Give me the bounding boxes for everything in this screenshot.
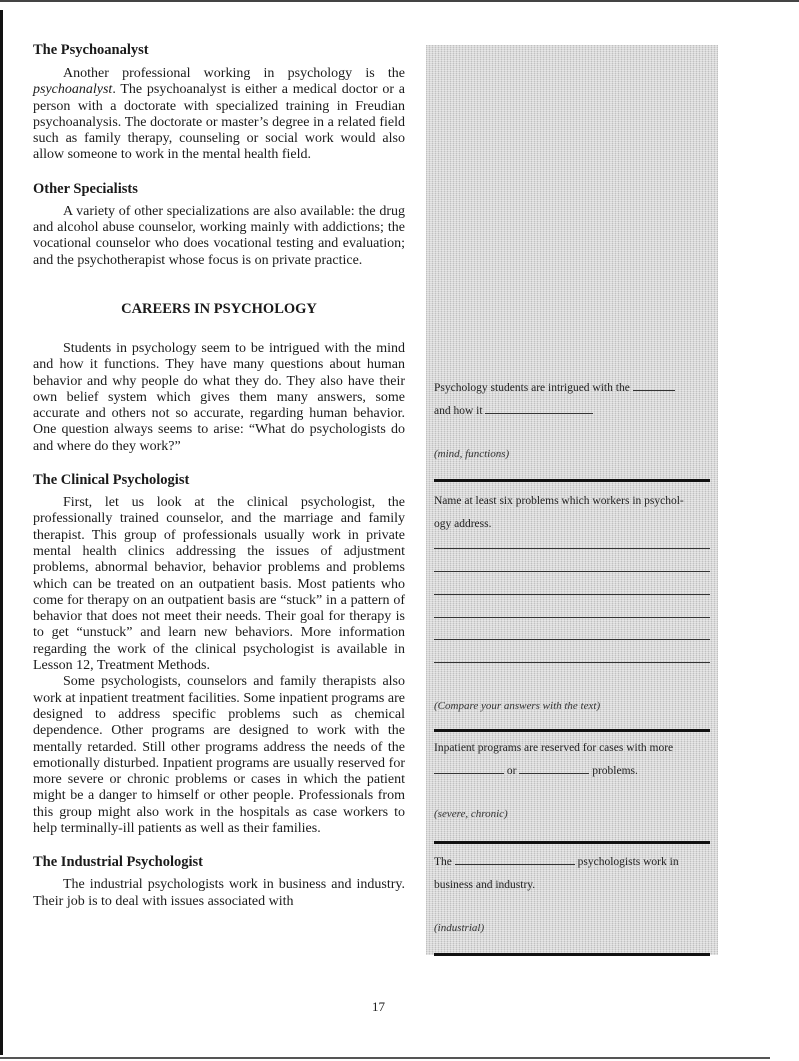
section-divider [434, 479, 710, 482]
section-psychoanalyst [33, 40, 405, 164]
section-other-specialists [33, 179, 405, 269]
paragraph-clinical-2: Some psychologists, counselors and family therapists also work at inpatient treatment facilities. Some inpatient programs are designed to address specific problems such as chemical dependence. Other programs are designed to work with the mentally retarded. Still other programs address the needs of the emotionally disturbed. Inpatient programs are usually reserved for more severe or chronic problems or cases in which the patient might be a danger to himself or other people. Professionals from this group might also work in the hospitals as case workers to help terminally-ill patients as well as their families. [33, 674, 405, 836]
answer-line[interactable] [434, 571, 710, 572]
section-divider [434, 729, 710, 732]
section-divider [434, 953, 710, 956]
paragraph-careers: Students in psychology seem to be intrigued with the mind and how it functions. They have many questions about human behavior and why people do what they do. They also have their own belief system which gives them many answers, some accurate and others not so accurate, regarding human behavior. One question always seems to arise: “What do psychologists do and where do they work?” [33, 340, 405, 454]
heading-other-specialists: Other Specialists [33, 180, 138, 197]
answer-line[interactable] [434, 617, 710, 618]
page-top-edge [0, 0, 799, 2]
paragraph-psychoanalyst: Another professional working in psychology is the psychoanalyst. The psychoanalyst is either a medical doctor or a person with a doctorate with specialized training in Freudian psychoanalysis. The doctorate or master’s degree in a related field such as family therapy, counseling or social work would also allow someone to work in the mental health field. [33, 66, 405, 163]
main-text-column [33, 40, 405, 910]
page-left-edge [0, 10, 3, 1055]
section-clinical [33, 470, 405, 837]
answer-line[interactable] [434, 594, 710, 595]
answer-blank[interactable] [633, 380, 675, 391]
heading-clinical-psychologist: The Clinical Psychologist [33, 472, 190, 489]
heading-psychoanalyst: The Psychoanalyst [33, 42, 149, 58]
exercise-4: The psychologists work in business and industry. (industrial) [434, 851, 710, 940]
answer-key: (severe, chronic) [434, 808, 508, 820]
answer-line[interactable] [434, 548, 710, 549]
section-divider [434, 841, 710, 844]
exercise-2-answer [434, 695, 710, 718]
page-bottom-edge [0, 1057, 770, 1059]
answer-key: (mind, functions) [434, 448, 510, 460]
paragraph-other-specialists: A variety of other specializations are also available: the drug and alcohol abuse counselor, working mainly with addictions; the vocational counselor who does vocational testing and evaluation; and the psychotherapist whose focus is on private practice. [33, 203, 405, 268]
answer-line[interactable] [434, 662, 710, 663]
exercise-2: Name at least six problems which workers in psychol- ogy address. [434, 495, 684, 530]
paragraph-industrial: The industrial psychologists work in business and industry. Their job is to deal with issues associated with [33, 877, 405, 909]
answer-blank[interactable] [519, 763, 589, 774]
page-number: 17 [372, 999, 385, 1014]
exercise-3: Inpatient programs are reserved for cases with more or problems. (severe, chronic) [434, 737, 710, 826]
answer-key: (industrial) [434, 922, 485, 934]
answer-blank[interactable] [485, 403, 593, 414]
answer-line[interactable] [434, 639, 710, 640]
section-careers [33, 299, 405, 455]
margin-exercise-panel [426, 45, 718, 955]
section-industrial [33, 852, 405, 910]
paragraph-clinical-1: First, let us look at the clinical psychologist, the professionally trained counselor, and the marriage and family therapist. This group of professionals usually work in private mental health clinics addressing the issues of adjustment problems, abnormal behavior, behavior problems and problems which can be treated on an outpatient basis. Most patients who come for therapy on an outpatient basis are “stuck” in a pattern of behavior that does not meet their needs. Their goal for therapy is to get “unstuck” and learn new behaviors. More information regarding the work of the clinical psychologist is available in Lesson 12, Treatment Methods. [33, 495, 405, 674]
answer-key: (Compare your answers with the text) [434, 700, 601, 712]
answer-blank[interactable] [434, 763, 504, 774]
heading-industrial-psychologist: The Industrial Psychologist [33, 854, 203, 871]
answer-blank[interactable] [455, 854, 575, 865]
exercise-1: Psychology students are intrigued with the and how it (mind, functions) [434, 377, 710, 466]
heading-careers-in-psychology: CAREERS IN PSYCHOLOGY [121, 300, 317, 317]
